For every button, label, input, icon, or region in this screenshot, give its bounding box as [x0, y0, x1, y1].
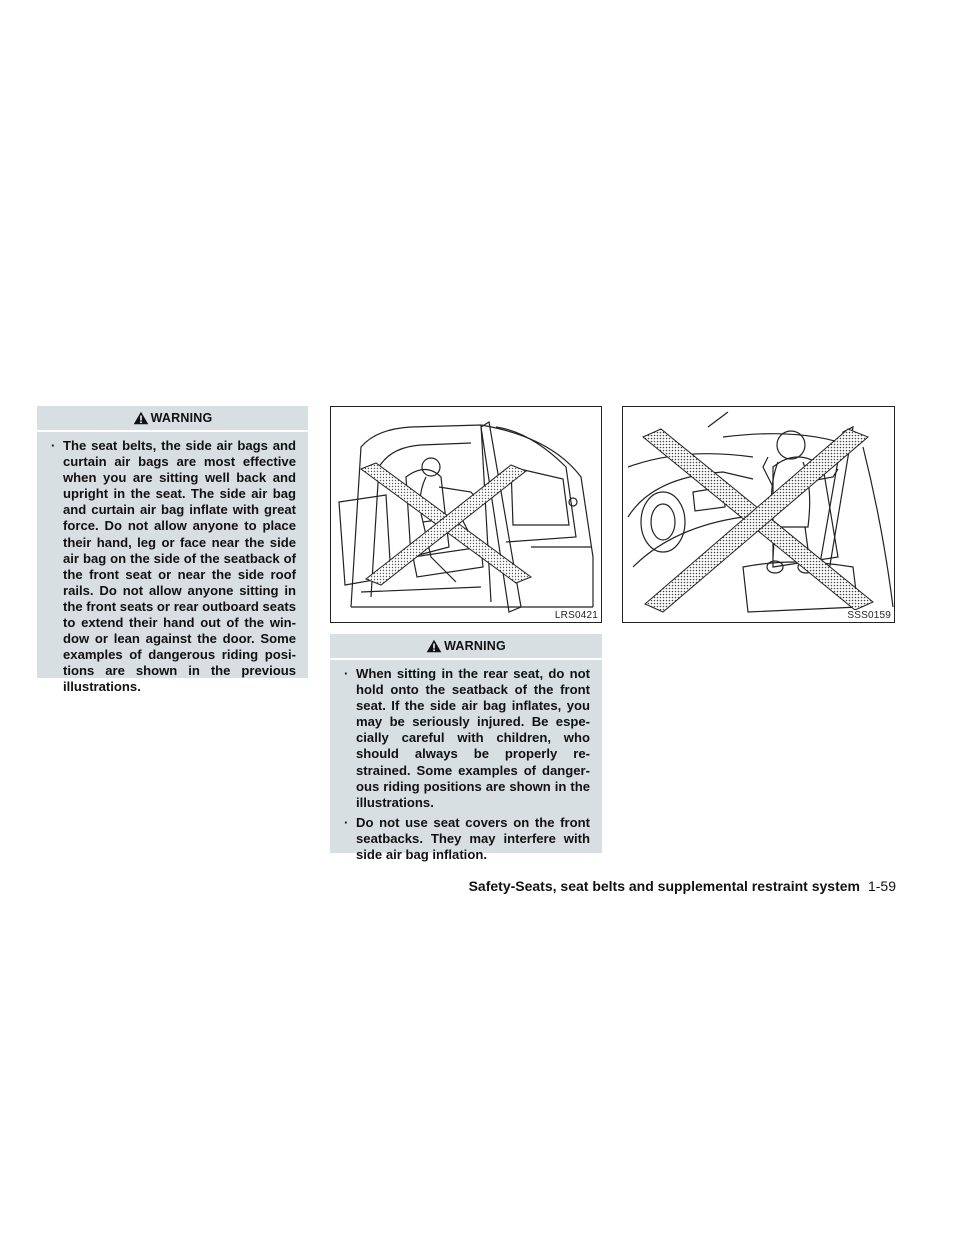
warning-bullet-text: Do not use seat covers on the front seatbacks. They may interfere with side air bag inflation.: [356, 814, 590, 863]
page-number: 1-59: [867, 878, 896, 894]
truck-door-drawing: [331, 407, 602, 623]
warning-bullet-text: The seat belts, the side air bags and curtain air bags are most effective when you are sitting well back and upright in the seat. The side air bag and curtain air bag inflate with great force. Do not allow anyone to place their hand, leg or face near the side air bag on the side of the seatback of the front seat or near the side roof rails. Do not allow anyone sitting in the front seats or rear outboard seats to extend their hand out of the win- dow or lean against the door. Some examples of dangerous riding posi- tions are shown in the previous illustrations.: [63, 438, 296, 695]
figure-code: SSS0159: [847, 610, 891, 621]
warning-heading: WARNING: [150, 411, 213, 425]
warning-box-right: [330, 634, 602, 863]
warning-triangle-icon: [426, 639, 442, 653]
warning-bullet: · When sitting in the rear seat, do not hold onto the seatback of the front seat. If the side air bag inflates, you may be seriously injured. Be espe- cially careful with children, who should always be properly re- strained. Some examples of danger- ous riding positions are shown in the illustrations.: [344, 666, 590, 810]
warning-bullet: · Do not use seat covers on the front seatbacks. They may interfere with side air bag inflation.: [344, 814, 590, 863]
warning-bullet: · The seat belts, the side air bags and curtain air bags are most effective when you are sitting well back and upright in the seat. The side air bag and curtain air bag inflate with great force. Do not allow anyone to place their hand, leg or face near the side air bag on the side of the seatback of the front seat or near the side roof rails. Do not allow anyone sitting in the front seats or rear outboard seats to extend their hand out of the win- dow or lean against the door. Some examples of dangerous riding posi- tions are shown in the previous illustrations.: [51, 438, 296, 695]
child-seatback-drawing: [623, 407, 895, 623]
footer-section-title: Safety-Seats, seat belts and supplemental restraint system: [468, 878, 860, 894]
warning-header: [37, 406, 308, 432]
illustration-child-seatback: [622, 406, 895, 623]
warning-box-left: [37, 406, 308, 695]
warning-bullet-text: When sitting in the rear seat, do not hold onto the seatback of the front seat. If the side air bag inflates, you may be seriously injured. Be espe- cially careful with children, who should always be properly re- strained. Some examples of danger- ous riding positions are shown in the illustrations.: [356, 666, 590, 810]
warning-heading: WARNING: [444, 639, 506, 653]
page-footer: [469, 878, 896, 894]
warning-triangle-icon: [133, 411, 149, 425]
warning-header: [330, 634, 602, 660]
illustration-truck-door: [330, 406, 602, 623]
figure-code: LRS0421: [554, 610, 598, 621]
